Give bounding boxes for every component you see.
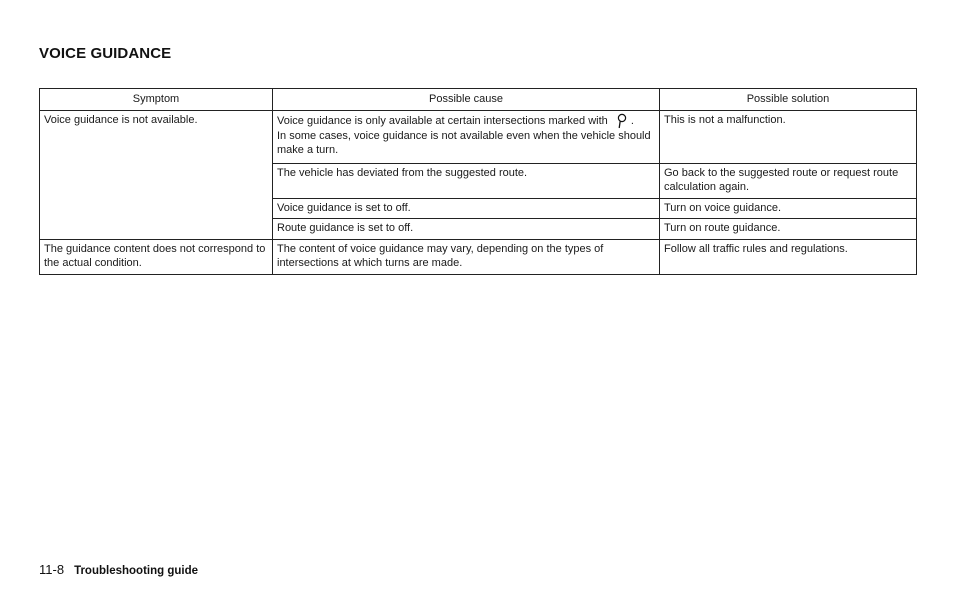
column-header-possible-cause: Possible cause <box>273 89 660 111</box>
solution-cell: Turn on voice guidance. <box>660 198 917 219</box>
cause-text-note: In some cases, voice guidance is not available even when the vehicle should make a turn. <box>277 129 651 156</box>
cause-cell: The content of voice guidance may vary, depending on the types of intersections at which turns are made. <box>273 239 660 274</box>
guidance-point-pin-icon <box>616 113 628 129</box>
column-header-possible-solution: Possible solution <box>660 89 917 111</box>
page-footer <box>39 562 198 577</box>
solution-cell: This is not a malfunction. <box>660 110 917 163</box>
voice-guidance-table <box>39 88 917 275</box>
column-header-symptom: Symptom <box>40 89 273 111</box>
cause-text-end: . <box>630 114 634 127</box>
cause-cell: Route guidance is set to off. <box>273 219 660 240</box>
chapter-title: Troubleshooting guide <box>74 565 198 577</box>
symptom-cell: The guidance content does not correspond to the actual condition. <box>40 239 273 274</box>
cause-cell: Voice guidance is set to off. <box>273 198 660 219</box>
table-row <box>40 239 917 274</box>
cause-text: Voice guidance is only available at certain intersections marked with <box>277 114 608 127</box>
section-title: VOICE GUIDANCE <box>39 45 172 62</box>
solution-cell: Turn on route guidance. <box>660 219 917 240</box>
cause-cell <box>273 110 660 163</box>
page-number: 11-8 <box>39 562 65 577</box>
cause-cell: The vehicle has deviated from the suggested route. <box>273 163 660 198</box>
solution-cell: Go back to the suggested route or request route calculation again. <box>660 163 917 198</box>
table-row <box>40 110 917 163</box>
solution-cell: Follow all traffic rules and regulations. <box>660 239 917 274</box>
symptom-cell: Voice guidance is not available. <box>40 110 273 239</box>
table-header-row <box>40 89 917 111</box>
